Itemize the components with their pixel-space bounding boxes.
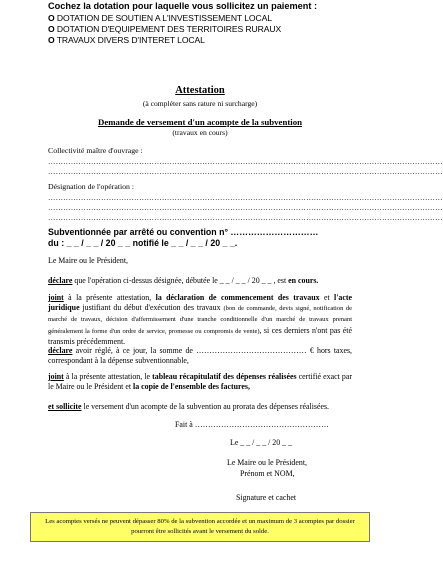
joint-text: n'ont pas été transmis précédemment.: [48, 325, 352, 346]
joint-text: certifié exact par le Maire ou le Président et: [48, 372, 352, 392]
sollicite-paragraph: [48, 402, 352, 412]
option-dsil[interactable]: [48, 13, 272, 23]
joint-text: à la présente attestation,: [63, 293, 156, 302]
joint-small-text: (bon de commande, devis signé, notification de marché de travaux, décision d'affermissement d'une tranche conditionnelle d'un marché de travaux prenant généralement la forme d'un ordre de service, promesse ou compromis de vente): [48, 305, 352, 335]
joint-text: justifiant du début d'exécution des travaux: [79, 303, 224, 313]
dotation-instruction: Cochez la dotation pour laquelle vous sollicitez un paiement :: [48, 1, 318, 11]
signer-name-label: Prénom et NOM,: [240, 469, 295, 478]
joint-keyword: joint: [48, 293, 64, 302]
designation-field-line[interactable]: …………………………………………………………………………………………………………………………………………: [48, 203, 443, 212]
attestation-subtitle: (à compléter sans rature ni surcharge): [142, 99, 258, 108]
declare-text: avoir réglé, à ce jour, la somme de …………………………………… € hors taxes, correspondant à la dépense subventionnable,: [48, 346, 352, 366]
subvention-arrete-line[interactable]: Subventionnée par arrêté ou convention n° …………………………: [48, 227, 319, 237]
demande-subtitle: (travaux en cours): [172, 128, 228, 137]
option-label: DOTATION DE SOUTIEN A L'INVESTISSEMENT LOCAL: [56, 13, 272, 23]
signer-title: Le Maire ou le Président,: [227, 458, 307, 467]
date-field[interactable]: Le _ _ / _ _ / 20 _ _: [230, 438, 293, 447]
designation-field-line[interactable]: …………………………………………………………………………………………………………………………………………: [48, 213, 443, 222]
option-tdil[interactable]: [48, 35, 205, 45]
option-label: TRAVAUX DIVERS D'INTERET LOCAL: [56, 35, 205, 45]
joint-bold: l'acte juridique: [48, 293, 352, 313]
option-label: DOTATION D'EQUIPEMENT DES TERRITOIRES RURAUX: [56, 24, 282, 34]
collectivite-label: Collectivité maître d'ouvrage :: [48, 146, 143, 155]
collectivite-field-line[interactable]: …………………………………………………………………………………………………………………………………………: [48, 157, 443, 166]
option-detr[interactable]: [48, 24, 281, 34]
joint-text: , si ces: [259, 325, 285, 335]
checkbox-circle-icon[interactable]: O: [48, 35, 55, 45]
declare-keyword: déclare: [48, 346, 73, 355]
demande-title: Demande de versement d'un acompte de la subvention: [97, 117, 303, 127]
designation-label: Désignation de l'opération :: [48, 182, 135, 191]
joint-bold: la copie de l'ensemble des factures,: [133, 382, 250, 392]
subvention-date-line[interactable]: du : _ _ / _ _ / 20 _ _ notifié le _ _ / _ _ / 20 _ _.: [48, 238, 238, 248]
greeting: Le Maire ou le Président,: [48, 256, 128, 265]
joint-text: derniers: [284, 325, 310, 335]
declare-paragraph-2: [48, 346, 352, 366]
sollicite-text: le versement d'un acompte de la subvention au prorata des dépenses réalisées.: [81, 402, 330, 411]
collectivite-field-line[interactable]: …………………………………………………………………………………………………………………………………………: [48, 167, 443, 176]
acompte-notice-text: Les acomptes versés ne peuvent dépasser 80% de la subvention accordée et un maximum de 3 acomptes par dossier pourront être sollicités avant le versement du solde.: [45, 518, 355, 535]
checkbox-circle-icon[interactable]: O: [48, 13, 55, 23]
fait-a-field[interactable]: Fait à ……………………………………………: [175, 420, 329, 429]
declare-keyword: déclare: [48, 276, 73, 285]
joint-text: à la présente attestation, le: [63, 372, 153, 381]
joint-paragraph-2: [48, 372, 352, 392]
declare-status: en cours.: [288, 276, 319, 285]
joint-keyword: joint: [48, 372, 64, 381]
acompte-notice: [30, 512, 370, 542]
signature-cachet-label[interactable]: Signature et cachet: [236, 493, 297, 502]
joint-paragraph-1: [48, 293, 352, 347]
sollicite-keyword: et sollicite: [48, 402, 82, 411]
designation-field-line[interactable]: …………………………………………………………………………………………………………………………………………: [48, 193, 443, 202]
joint-text: et: [319, 293, 335, 302]
attestation-title: Attestation: [175, 85, 225, 96]
declare-text: que l'opération ci-dessus désignée, débutée le _ _ / _ _ / 20 _ _ , est: [72, 276, 289, 285]
joint-bold: la déclaration de commencement des travaux: [155, 293, 320, 302]
checkbox-circle-icon[interactable]: O: [48, 24, 55, 34]
declare-paragraph: [48, 276, 352, 286]
joint-bold: tableau récapitulatif des dépenses réalisées: [152, 372, 297, 381]
